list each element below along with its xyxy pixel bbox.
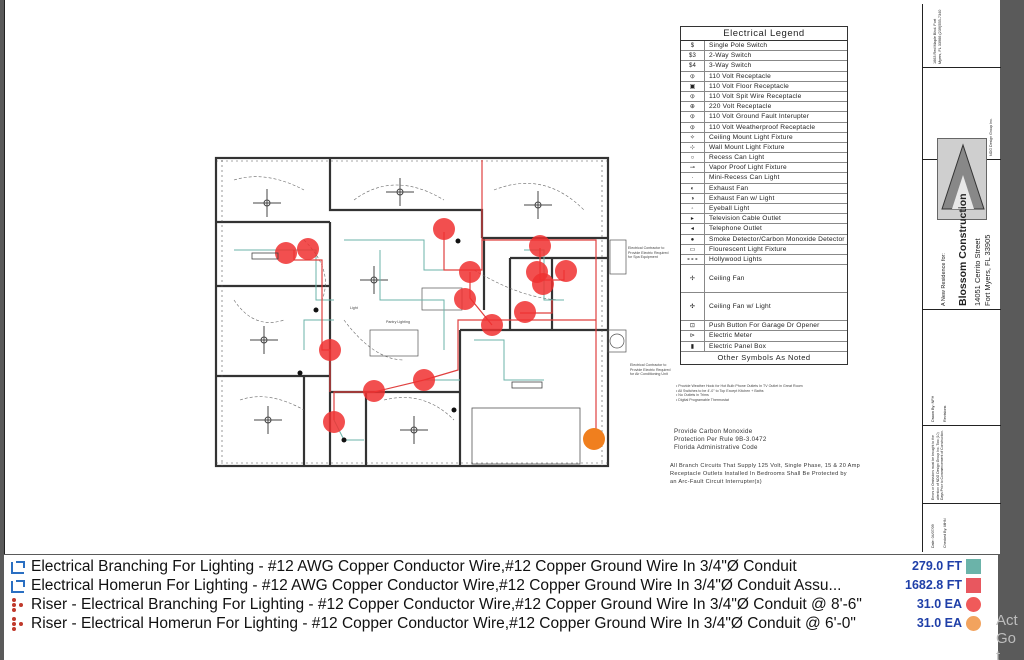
takeoff-label: Electrical Branching For Lighting - #12 AWG Copper Conductor Wire,#12 Copper Ground Wire In 3/4"Ø Conduit: [31, 558, 797, 575]
takeoff-label: Riser - Electrical Branching For Lighting - #12 Copper Conductor Wire,#12 Copper Ground Wire In 3/4"Ø Conduit @ 8'-6": [31, 596, 862, 613]
disclaimer: Errors or Omissions must be brought to the attention of NDG Design Group Inc. Two (10) Days Prior to Commencement of Construction.: [931, 429, 944, 500]
legend-item: [681, 92, 847, 102]
designer-address-cell: [923, 4, 1001, 68]
spa-equipment: [610, 240, 626, 274]
riser-marker: [555, 260, 577, 282]
legend-item-label: Eyeball Light: [709, 205, 750, 212]
afci-note-line: an Arc-Fault Circuit Interrupter(s): [670, 479, 762, 485]
light-label: Light: [350, 306, 358, 310]
legend-item-label: Single Pole Switch: [709, 42, 768, 49]
co-note-line: Florida Administrative Code: [674, 444, 758, 451]
legend-symbol-icon: ◂: [681, 224, 705, 233]
legend-symbol-icon: ▭: [681, 245, 705, 254]
legend-symbol-icon: ○: [681, 153, 705, 162]
activate-windows-watermark: Act Go t: [996, 612, 1018, 660]
linear-branch-icon: [10, 559, 26, 575]
legend-item: [681, 293, 847, 321]
revisions-cell: [923, 310, 1001, 426]
afci-note-line: Receptacle Outlets Installed In Bedrooms Shall Be Protected by: [670, 471, 847, 477]
legend-symbol-icon: ⊡: [681, 321, 705, 330]
legend-symbol-icon: ⊕: [681, 102, 705, 111]
co-detector-note: [674, 428, 767, 452]
legend-item: [681, 163, 847, 173]
riser-marker: [529, 235, 551, 257]
legend-item: [681, 235, 847, 245]
co-note-line: Provide Carbon Monoxide: [674, 428, 753, 435]
linear-homerun-icon: [10, 578, 26, 594]
legend-item-label: Electric Panel Box: [709, 342, 767, 350]
legend-symbol-icon: ✧: [681, 133, 705, 142]
title-block: [922, 4, 1000, 552]
client-street: 14051 Cerrito Street: [973, 238, 982, 306]
logo-cell: [923, 68, 1001, 160]
legend-item-label: Ceiling Fan w/ Light: [709, 303, 771, 311]
designer-address: 1663 Red Maple Blvd. Fort Myers, FL 33966 (239)555-7340: [933, 9, 942, 64]
legend-item: [681, 204, 847, 214]
takeoff-label: Riser - Electrical Homerun For Lighting - #12 Copper Conductor Wire,#12 Copper Ground Wire In 3/4"Ø Conduit @ 6'-0": [31, 615, 856, 632]
garage-area: [472, 408, 580, 464]
drawing-date: Date: 04/07/09: [931, 524, 935, 548]
legend-item: [681, 112, 847, 122]
legend-symbol-icon: ⦶: [681, 123, 705, 132]
legend-item: [681, 41, 847, 51]
takeoff-row[interactable]: [4, 576, 998, 595]
ac-fan: [610, 334, 624, 348]
legend-item-label: 3-Way Switch: [709, 62, 752, 70]
takeoff-row[interactable]: [4, 595, 998, 614]
legend-item-label: 110 Volt Ground Fault Interupter: [709, 113, 810, 121]
legend-item: [681, 331, 847, 341]
legend-symbol-icon: ◑: [681, 194, 705, 203]
legend-symbol-icon: ◐: [681, 184, 705, 193]
legend-symbol-icon: ⊸: [681, 163, 705, 172]
legend-item-label: Hollywood Lights: [709, 255, 763, 263]
legend-item: [681, 143, 847, 153]
revisions-label: Revisions: [943, 405, 947, 422]
general-note: • All Switches to be 4'-0" to Top Except Kitchen + Baths: [676, 388, 764, 393]
legend-symbol-icon: ▣: [681, 82, 705, 91]
riser-marker: [532, 273, 554, 295]
takeoff-quantity: 1682.8 FT: [905, 578, 962, 592]
legend-item-label: Smoke Detector/Carbon Monoxide Detector: [709, 235, 845, 243]
riser-markers-branch: [275, 218, 577, 433]
disclaimer-cell: [923, 426, 1001, 504]
legend-item: [681, 173, 847, 183]
legend-item-label: Mini-Recess Can Light: [709, 174, 780, 182]
afci-note-line: All Branch Circuits That Supply 125 Volt, Single Phase, 15 & 20 Amp: [670, 463, 861, 469]
legend-item: [681, 194, 847, 204]
takeoff-row[interactable]: [4, 557, 998, 576]
legend-item-label: Telephone Outlet: [709, 225, 763, 233]
legend-item-label: Ceiling Fan: [709, 275, 745, 283]
general-note: • Provide Weather Hook for Hot Bulb Phone Outlets In TV Outlet in Great Room: [676, 384, 803, 388]
legend-title: Electrical Legend: [681, 27, 847, 41]
afci-note: [670, 462, 920, 486]
legend-symbol-icon: ⊳: [681, 331, 705, 340]
legend-item-label: 110 Volt Floor Receptacle: [709, 82, 790, 90]
riser-marker: [454, 288, 476, 310]
legend-symbol-icon: $4: [681, 61, 705, 70]
co-note-line: Protection Per Rule 9B-3.0472: [674, 436, 767, 443]
riser-marker: [319, 339, 341, 361]
legend-symbol-icon: $3: [681, 51, 705, 60]
project-for: A New Residence for:: [941, 253, 947, 306]
legend-item: [681, 321, 847, 331]
legend-symbol-icon: ●: [681, 235, 705, 244]
riser-marker: [481, 314, 503, 336]
legend-footer: [681, 352, 847, 364]
legend-symbol-icon: $: [681, 41, 705, 50]
legend-item: [681, 342, 847, 352]
riser-marker: [323, 411, 345, 433]
legend-item-label: Exhaust Fan w/ Light: [709, 194, 775, 202]
legend-rows: [681, 41, 847, 352]
legend-symbol-icon: ✣: [681, 293, 705, 320]
legend-item: [681, 255, 847, 265]
legend-item: [681, 51, 847, 61]
general-notes: [676, 384, 866, 402]
legend-item-label: Ceiling Mount Light Fixture: [709, 133, 793, 141]
takeoff-list: [4, 555, 998, 660]
riser-marker: [459, 261, 481, 283]
takeoff-label: Electrical Homerun For Lighting - #12 AWG Copper Conductor Wire,#12 Copper Ground Wire In 3/4"Ø Conduit Assu...: [31, 577, 842, 594]
legend-symbol-icon: ◦: [681, 204, 705, 213]
client-city: Fort Myers, FL 33905: [983, 234, 992, 306]
legend-symbol-icon: ✢: [681, 265, 705, 292]
legend-item-label: Recess Can Light: [709, 154, 765, 162]
legend-item: [681, 224, 847, 234]
takeoff-color-swatch[interactable]: [966, 597, 981, 612]
legend-symbol-icon: ▮: [681, 342, 705, 351]
legend-item-label: Exhaust Fan: [709, 184, 749, 192]
legend-item-label: Television Cable Outlet: [709, 215, 782, 223]
riser-marker: [433, 218, 455, 240]
legend-item: [681, 123, 847, 133]
riser-marker: [297, 238, 319, 260]
fluorescent-fixture: [252, 253, 278, 259]
takeoff-color-swatch[interactable]: [966, 559, 981, 574]
contractor-note-spa: Electrical Contractor to Provide Electric Required for Spa Equipment: [628, 246, 669, 259]
ac-unit: [608, 330, 626, 352]
legend-item: [681, 153, 847, 163]
riser-marker: [363, 380, 385, 402]
logo-caption: NDG Design Group Inc.: [989, 118, 993, 156]
takeoff-color-swatch[interactable]: [966, 578, 981, 593]
project-cell: [923, 160, 1001, 310]
legend-item: [681, 265, 847, 293]
legend-item-label: 110 Volt Weatherproof Receptacle: [709, 123, 816, 131]
legend-item-label: Electric Meter: [709, 332, 753, 340]
riser-marker-homerun: [583, 428, 605, 450]
legend-item: [681, 245, 847, 255]
legend-item-label: Wall Mount Light Fixture: [709, 143, 785, 151]
legend-symbol-icon: ⦶: [681, 112, 705, 121]
legend-item-label: 2-Way Switch: [709, 52, 752, 60]
takeoff-color-swatch[interactable]: [966, 616, 981, 631]
branch-wires: [234, 240, 564, 440]
legend-footer-text: Other Symbols As Noted: [717, 352, 811, 362]
legend-item: [681, 102, 847, 112]
checked-by: Checked By: MHN: [943, 518, 947, 548]
legend-item: [681, 133, 847, 143]
general-note: • Digital Programable Thermostat: [676, 397, 729, 402]
takeoff-quantity: 31.0 EA: [916, 597, 962, 611]
drawing-sheet[interactable]: [4, 0, 1000, 554]
legend-symbol-icon: ⊹: [681, 143, 705, 152]
takeoff-quantity: 31.0 EA: [916, 616, 962, 630]
takeoff-row[interactable]: [4, 614, 998, 633]
legend-item: [681, 82, 847, 92]
takeoff-quantity: 279.0 FT: [911, 559, 962, 573]
contractor-note-ac: Electrical Contractor to Provide Electric Required for Air Conditioning Unit: [630, 363, 671, 376]
legend-symbol-icon: ▸: [681, 214, 705, 223]
legend-symbol-icon: ∘∘∘: [681, 255, 705, 264]
riser-marker: [413, 369, 435, 391]
date-cell: [923, 504, 1001, 552]
drawn-by: Drawn By: NFH: [931, 395, 935, 422]
legend-item-label: Push Button For Garage Dr Opener: [709, 322, 820, 330]
legend-symbol-icon: ⦶: [681, 72, 705, 81]
legend-item: [681, 184, 847, 194]
general-note: • No Outlets in Trims: [676, 393, 709, 397]
count-riser-icon: [10, 616, 26, 632]
panel-box: [512, 382, 542, 388]
electrical-legend: [680, 26, 848, 365]
count-riser-icon: [10, 597, 26, 613]
legend-item-label: Vapor Proof Light Fixture: [709, 164, 787, 172]
legend-item-label: 110 Volt Spit Wire Receptacle: [709, 92, 802, 100]
riser-marker: [514, 301, 536, 323]
legend-item-label: 220 Volt Receptacle: [709, 103, 772, 111]
legend-item-label: 110 Volt Receptacle: [709, 72, 771, 80]
legend-item: [681, 214, 847, 224]
legend-symbol-icon: ⦶: [681, 92, 705, 101]
ceiling-fan-icons: [250, 178, 552, 444]
legend-item-label: Flourescent Light Fixture: [709, 245, 787, 253]
legend-item: [681, 61, 847, 71]
legend-symbol-icon: ·: [681, 173, 705, 182]
client-name: Blossom Construction: [957, 193, 969, 306]
legend-item: [681, 72, 847, 82]
pantry-lighting-label: Pantry Lighting: [386, 320, 410, 324]
